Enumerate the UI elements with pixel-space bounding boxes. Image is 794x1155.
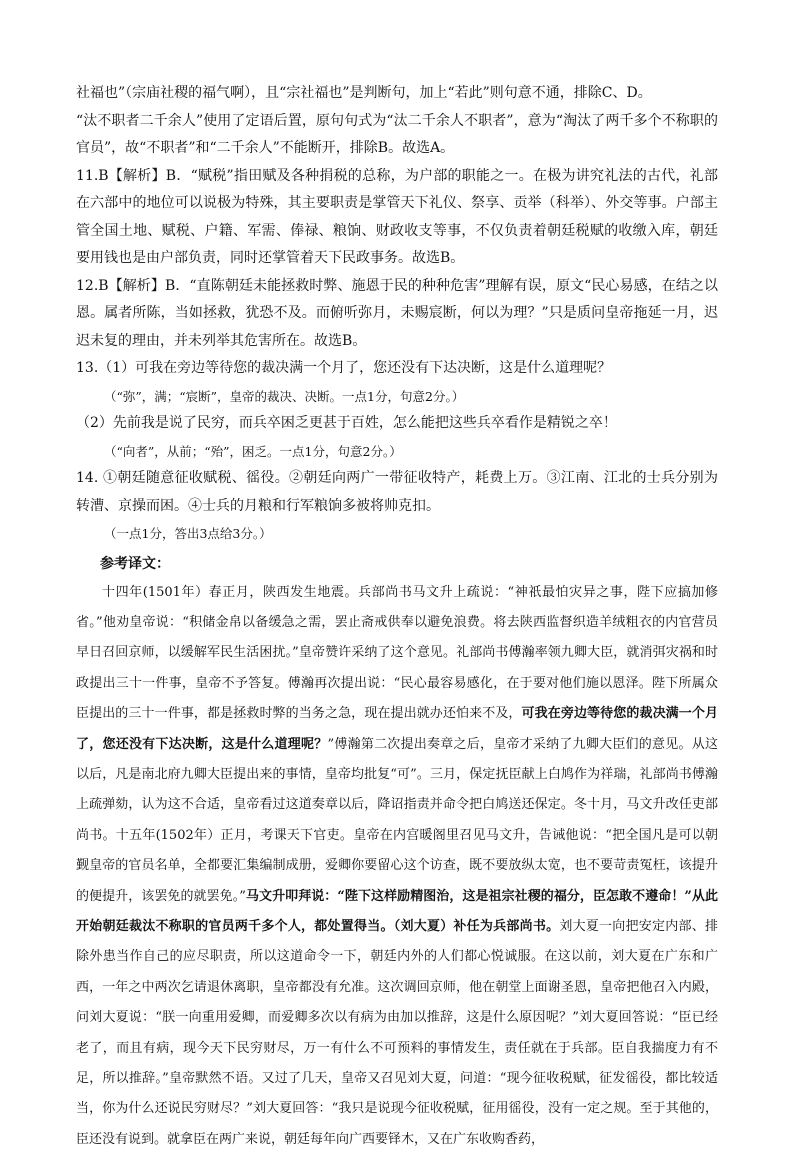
- q14-scoring: （一点1分，答出3点给3分。）: [76, 520, 718, 548]
- q12-answer: 12.B【解析】B．“直陈朝廷未能拯救时弊、施恩于民的种种危害”理解有误，原文“民心易感，在结之以恩。属者所陈，当如拯救，犹恐不及。而俯听弥月，未赐宸断，何以为理？”只是质问皇帝拖延一月，迟迟未复的理由，并未列举其危害所在。故选B。: [76, 273, 718, 356]
- q13-part1-scoring: （“弥”，满；“宸断”，皇帝的裁决、决断。一点1分，句意2分。）: [76, 383, 718, 411]
- q11-answer: 11.B【解析】B．“赋税”指田赋及各种捐税的总称，为户部的职能之一。在极为讲究礼法的古代，礼部在六部中的地位可以说极为特殊，其主要职责是掌管天下礼仪、祭享、贡举（科举）、外交等事。户部主管全国土地、赋税、户籍、军需、俸禄、粮饷、财政收支等事，不仅负责着朝廷税赋的收缴入库，朝廷要用钱也是由户部负责，同时还掌管着天下民政事务。故选B。: [76, 163, 718, 273]
- translation-bold-1: 可我在旁边等待您的裁决满一个月了，您还没有下达决断，这是什么道理呢？: [76, 706, 718, 751]
- translation-part-1: 十四年(1501年）春正月，陕西发生地震。兵部尚书马文升上疏说：“神祇最怕灾异之事，陛下应搞加修省。”他劝皇帝说：“积储金帛以备缓急之需，罢止斋戒供奉以避免浪费。将去陕西监督织造羊绒粗衣的内官营员早日召回京师，以缓解军民生活困扰。”皇帝赞许采纳了这个意见。礼部尚书傅瀚率领九卿大臣，就消弭灾祸和时政提出三十一件事，皇帝不予答复。傅瀚再次提出说：“民心最容易感化，在于要对他们施以恩泽。陛下所属众臣提出的三十一件事，都是拯救时弊的当务之急，现在提出就办还怕来不及，: [76, 585, 718, 722]
- q13-part2-scoring: （“向者”，从前；“殆”，困乏。一点1分，句意2分。）: [76, 438, 718, 466]
- translation-part-3: 刘大夏一向把安定内部、排除外患当作自己的应尽职责，所以这道命令一下，朝廷内外的人们都心悦诚服。在这以前，刘大夏在广东和广西，一年之中两次乞请退休离职，皇帝都没有允准。这次调回京师，他在朝堂上面谢圣恩，皇帝把他召入内殿，问刘大夏说：“朕一向重用爱卿，而爱卿多次以有病为由加以推辞，这是什么原因呢？”刘大夏回答说：“臣已经老了，而且有病，现今天下民穷财尽，万一有什么不可预料的事情发生，责任就在于兵部。臣自我揣度力有不足，所以推辞。”皇帝默然不语。又过了几天，皇帝又召见刘大夏，问道：“现今征收税赋，征发徭役，都比较适当，你为什么还说民穷财尽？”刘大夏回答：“我只是说现今征收税赋，征用徭役，没有一定之规。至于其他的，臣还没有说到。就拿臣在两广来说，朝廷每年向广西要铎木，又在广东收购香药，: [76, 919, 718, 1147]
- translation-bold-2: 马文升叩拜说：“陛下这样励精图治，这是祖宗社稷的福分，臣怎敢不遵命！”从此开始朝廷裁汰不称职的官员两千多个人，都处置得当。（刘大夏）补任为兵部尚书。: [76, 889, 718, 934]
- q13-part2: （2）先前我是说了民穷，而兵卒困乏更甚于百姓，怎么能把这些兵卒看作是精锐之卒！: [76, 410, 718, 438]
- answer-section: [76, 80, 718, 548]
- q13-part1: 13.（1）可我在旁边等待您的裁决满一个月了，您还没有下达决断，这是什么道理呢？: [76, 355, 718, 383]
- reference-translation: [76, 578, 718, 1155]
- q14-answer: 14. ①朝廷随意征收赋税、徭役。②朝廷向两广一带征收特产，耗费上万。③江南、江北的士兵分别为转漕、京操而困。④士兵的月粮和行军粮饷多被将帅克扣。: [76, 465, 718, 520]
- translation-part-2: ”傅瀚第二次提出奏章之后，皇帝才采纳了九卿大臣们的意见。从这以后，凡是南北府九卿大臣提出来的事情，皇帝均批复“可”。三月，保定抚臣献上白鸠作为祥瑞，礼部尚书傅瀚上疏弹劾，认为这不合适，皇帝看过这道奏章以后，降诏指责并命令把白鸠送还保定。冬十月，马文升改任吏部尚书。十五年(1502年）正月，考课天下官吏。皇帝在内宫暖阁里召见马文升，告诫他说：“把全国凡是可以朝觐皇帝的官员名单，全都要汇集编制成册，爱卿你要留心这个访查，既不要放纵太宽，也不要苛责冤枉，该提升的便提升，该罢免的就罢免。”: [76, 737, 718, 904]
- q10-sentence-analysis: “汰不职者二千余人”使用了定语后置，原句句式为“汰二千余人不职者”，意为“淘汰了两千多个不称职的官员”，故“不职者”和“二千余人”不能断开，排除B。故选A。: [76, 108, 718, 163]
- reference-translation-heading: 参考译文：: [76, 550, 718, 578]
- q10-continuation: 社福也”（宗庙社稷的福气啊），且“宗社福也”是判断句，加上“若此”则句意不通，排除C、D。: [76, 80, 718, 108]
